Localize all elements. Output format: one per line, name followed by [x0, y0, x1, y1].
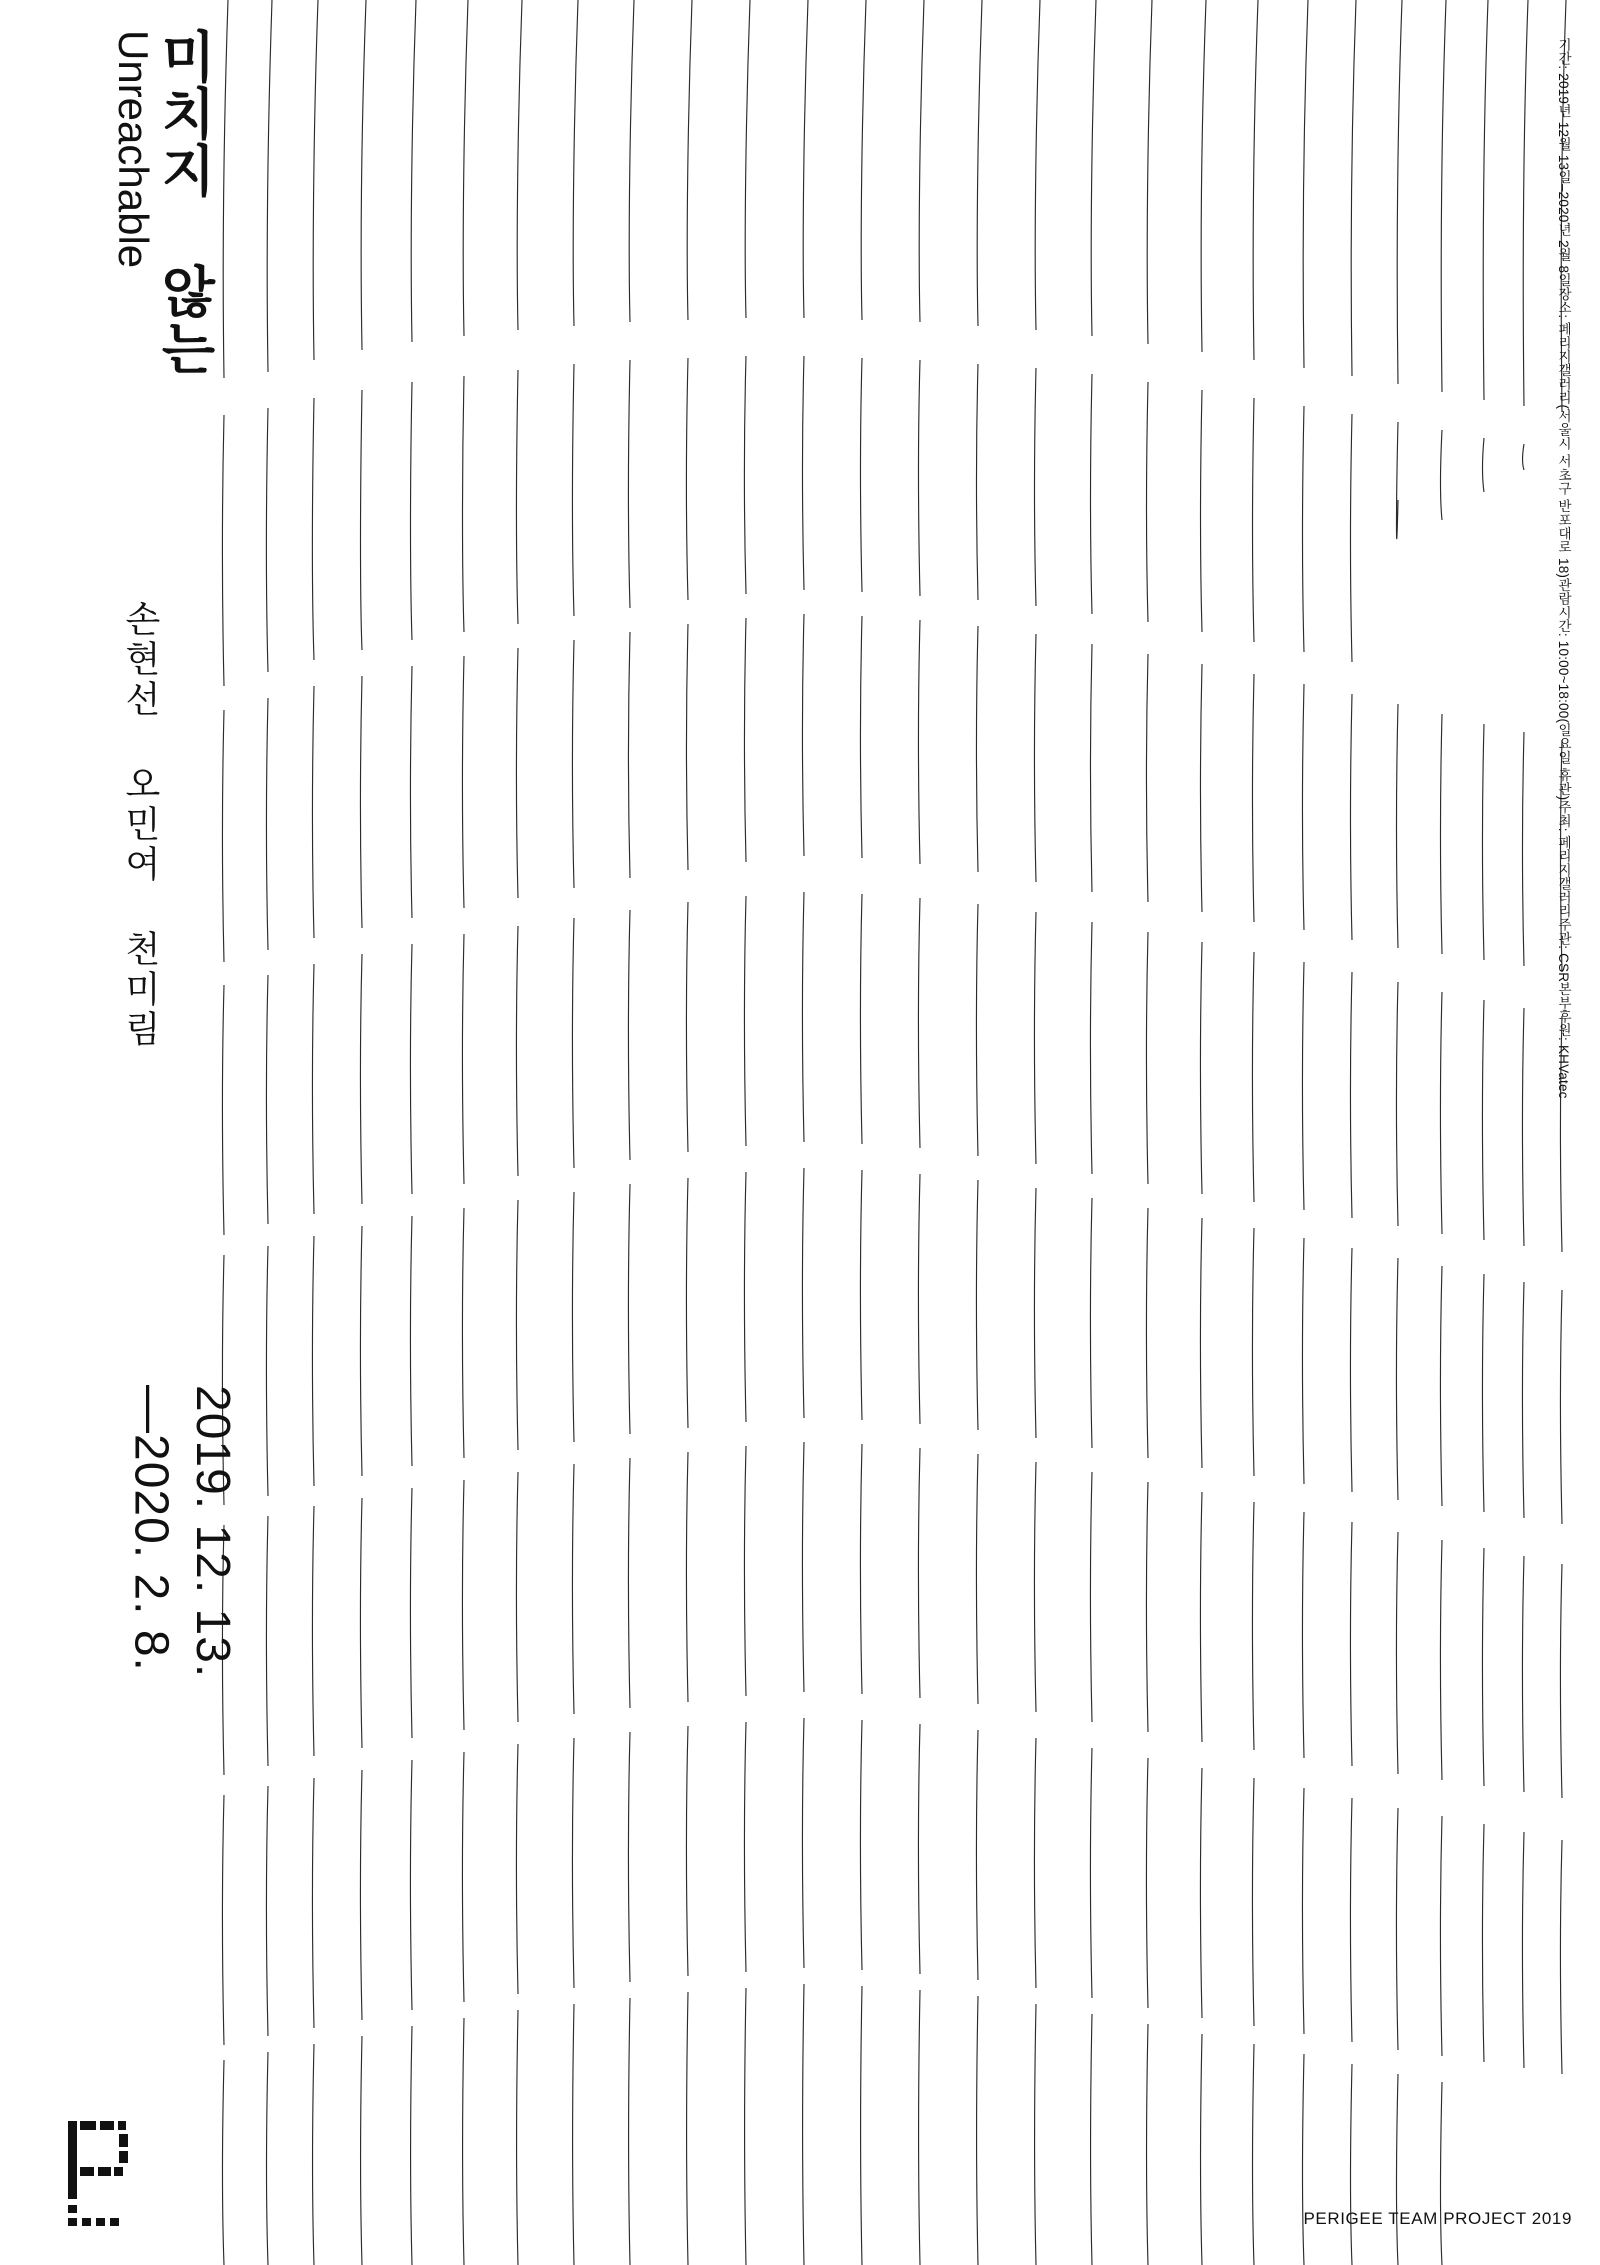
credit-sponsor: 후원: KHVatec: [1556, 1009, 1571, 1099]
artist-names: 손현선 오민여 천미림: [120, 600, 162, 1050]
date-start: 2019. 12. 13.: [185, 1385, 239, 1679]
credit-period: 기간: 2019년 12월 13일–2020년 2월 8일: [1556, 38, 1571, 287]
credit-venue: 장소: 페리지갤러리(서울시 서초구 반포대로 18): [1556, 286, 1571, 579]
perigee-logo-icon: [62, 2115, 172, 2235]
title-korean: 미치지 않는: [153, 28, 215, 377]
footer-credit: PERIGEE TEAM PROJECT 2019: [1303, 2209, 1572, 2228]
credit-host: 주최: 페리지갤러리: [1556, 800, 1571, 918]
line-field-artwork: [210, 0, 1600, 2265]
date-end: —2020. 2. 8.: [124, 1385, 178, 1672]
title-english: Unreachable: [110, 30, 157, 269]
credit-hours: 관람시간: 10:00~18:00(일요일 휴관): [1556, 578, 1571, 801]
exhibition-dates: [120, 1385, 243, 1678]
poster-title: [110, 28, 215, 377]
credit-organizer: 주관: CSR본부: [1556, 917, 1571, 1010]
credits-block: [1552, 38, 1574, 1338]
